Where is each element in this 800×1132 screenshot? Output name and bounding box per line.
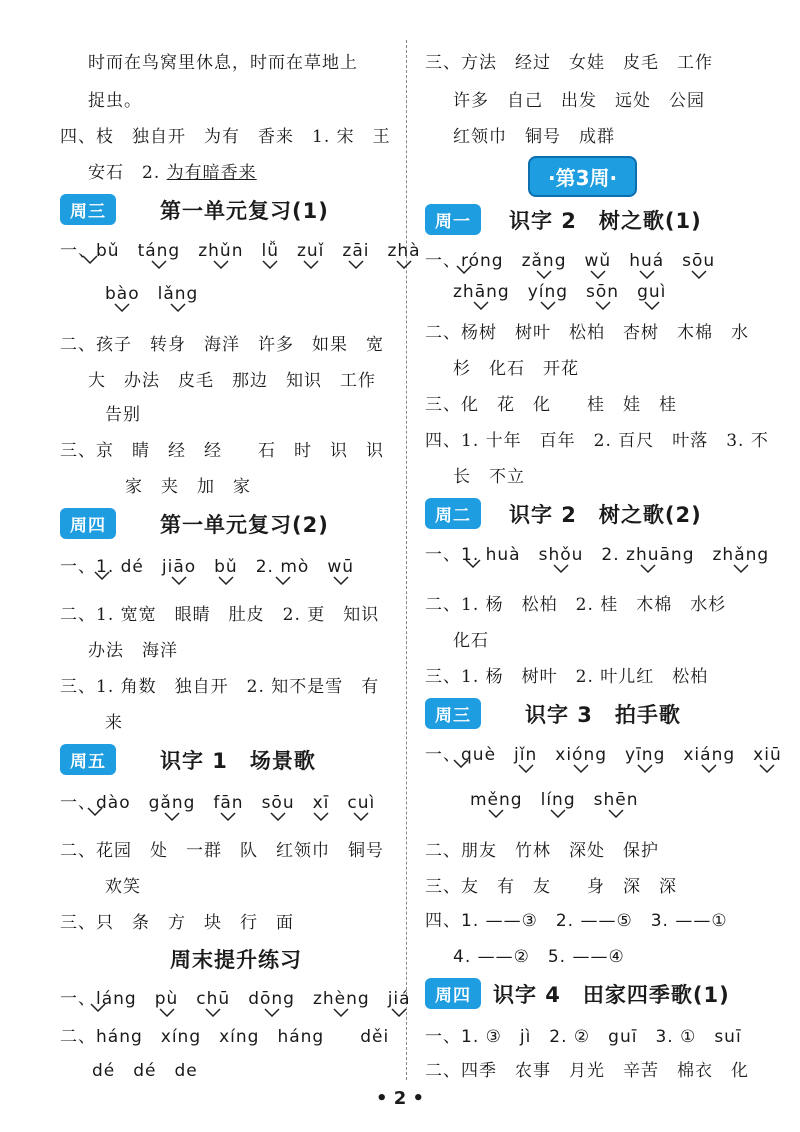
week-badge: ·第3周·	[528, 156, 637, 197]
section-title: 识字 1 场景歌	[160, 748, 316, 773]
pinyin-answer: cuì	[347, 793, 375, 813]
pinyin-answer: 一、róng	[425, 246, 504, 271]
section-title: 第一单元复习(2)	[160, 512, 329, 537]
text-line: 4. ——② 5. ——④	[453, 947, 625, 967]
checkmark-icon	[217, 575, 235, 585]
checkmark-icon	[487, 808, 505, 818]
checkmark-icon	[352, 811, 370, 821]
pinyin-answer: guì	[637, 282, 666, 302]
pinyin-answer: yíng	[528, 282, 568, 302]
pinyin-answer: 一、què	[425, 740, 496, 765]
checkmark-icon	[261, 259, 279, 269]
pinyin-answer: pù	[155, 989, 179, 1009]
text-span: 安石 2.	[88, 163, 167, 183]
checkmark-icon	[639, 563, 657, 573]
text-line: 四、枝 独自开 为有 香来 1. 宋 王	[60, 127, 391, 147]
checkmark-icon	[549, 808, 567, 818]
checkmark-icon	[312, 811, 330, 821]
checkmark-icon	[539, 300, 557, 310]
pinyin-answer: 2. zhuāng	[601, 545, 694, 565]
pinyin-answer: zhǔn	[198, 241, 243, 261]
checkmark-icon	[89, 1002, 107, 1012]
checkmark-icon	[464, 558, 482, 568]
checkmark-icon	[263, 1007, 281, 1017]
day-tag: 周三	[425, 698, 481, 729]
text-line: 欢笑	[105, 877, 141, 897]
text-line: 二、花园 处 一群 队 红领巾 铜号	[60, 841, 384, 861]
section-header	[60, 194, 329, 225]
checkmark-icon	[517, 763, 535, 773]
checkmark-icon	[81, 254, 99, 264]
checkmark-icon	[452, 758, 470, 768]
checkmark-icon	[302, 259, 320, 269]
checkmark-icon	[390, 1007, 408, 1017]
checkmark-icon	[572, 763, 590, 773]
checkmark-icon	[638, 269, 656, 279]
text-line: 三、1. 角数 独自开 2. 知不是雪 有	[60, 677, 380, 697]
section-title: 第一单元复习(1)	[160, 198, 329, 223]
section-header	[425, 698, 681, 729]
day-tag: 周一	[425, 204, 481, 235]
checkmark-icon	[589, 269, 607, 279]
text-line: 三、1. 杨 树叶 2. 叶儿红 松柏	[425, 667, 709, 687]
text-line: 二、1. 宽宽 眼睛 肚皮 2. 更 知识	[60, 605, 380, 625]
text-line	[88, 158, 257, 183]
pinyin-answer: líng	[541, 790, 576, 810]
day-tag: 周五	[60, 744, 116, 775]
checkmark-icon	[690, 269, 708, 279]
text-line: 二、háng xíng xíng háng děi	[60, 1027, 390, 1047]
checkmark-icon	[700, 763, 718, 773]
section-header	[425, 498, 702, 529]
checkmark-icon	[269, 811, 287, 821]
pinyin-answer: bào	[105, 284, 140, 304]
day-tag: 周四	[425, 978, 481, 1009]
section-header	[170, 944, 302, 974]
section-title: 识字 3 拍手歌	[525, 702, 681, 727]
pinyin-answer: sōu	[262, 793, 295, 813]
checkmark-icon	[594, 300, 612, 310]
day-tag: 周三	[60, 194, 116, 225]
pinyin-answer: xiū	[753, 745, 782, 765]
checkmark-icon	[455, 264, 473, 274]
checkmark-icon	[758, 763, 776, 773]
text-line: 二、1. 杨 松柏 2. 桂 木棉 水杉	[425, 595, 727, 615]
pinyin-row	[453, 282, 684, 302]
checkmark-icon	[552, 563, 570, 573]
pinyin-answer: xiáng	[683, 745, 735, 765]
section-header	[60, 508, 329, 539]
checkmark-icon	[732, 563, 750, 573]
pinyin-answer: 2. mò	[256, 557, 310, 577]
pinyin-answer: jǐn	[514, 745, 537, 765]
pinyin-answer: 一、dào	[60, 788, 131, 813]
text-line: dé dé de	[92, 1061, 198, 1081]
text-line: 许多 自己 出发 远处 公园	[453, 91, 705, 111]
pinyin-row	[425, 740, 800, 765]
section-title: 识字 2 树之歌(1)	[509, 208, 702, 233]
pinyin-answer: 一、1. dé	[60, 552, 144, 577]
text-line: 二、杨树 树叶 松柏 杏树 木棉 水	[425, 323, 749, 343]
pinyin-answer: jiá	[388, 989, 411, 1009]
section-title: 识字 2 树之歌(2)	[509, 502, 702, 527]
checkmark-icon	[93, 570, 111, 580]
checkmark-icon	[86, 806, 104, 816]
checkmark-icon	[204, 1007, 222, 1017]
pinyin-row	[425, 540, 787, 565]
text-line: 二、四季 农事 月光 辛苦 棉衣 化	[425, 1061, 749, 1081]
text-line: 杉 化石 开花	[453, 359, 579, 379]
pinyin-answer: zhāng	[453, 282, 510, 302]
pinyin-answer: měng	[470, 790, 523, 810]
pinyin-row	[470, 790, 656, 810]
pinyin-row	[60, 236, 439, 261]
pinyin-answer: lǚ	[261, 241, 279, 261]
pinyin-answer: xióng	[555, 745, 607, 765]
pinyin-answer: zhèng	[313, 989, 370, 1009]
pinyin-answer: lǎng	[158, 284, 199, 304]
pinyin-answer: dōng	[248, 989, 295, 1009]
day-tag: 周二	[425, 498, 481, 529]
text-line: 家 夹 加 家	[125, 477, 251, 497]
pinyin-answer: chū	[196, 989, 230, 1009]
pinyin-row	[60, 984, 429, 1009]
pinyin-answer: zhǎng	[713, 545, 770, 565]
pinyin-answer: fān	[213, 793, 243, 813]
pinyin-answer: huá	[629, 251, 664, 271]
text-line: 四、1. ——③ 2. ——⑤ 3. ——①	[425, 911, 728, 931]
pinyin-answer: 一、bǔ	[60, 236, 120, 261]
pinyin-answer: shǒu	[539, 545, 584, 565]
pinyin-answer: wū	[327, 557, 354, 577]
pinyin-answer: wǔ	[585, 251, 612, 271]
text-line: 红领巾 铜号 成群	[453, 127, 615, 147]
pinyin-answer: bǔ	[214, 557, 238, 577]
checkmark-icon	[150, 259, 168, 269]
pinyin-answer: xī	[313, 793, 330, 813]
underlined-answer: 为有暗香来	[166, 163, 257, 183]
section-header	[425, 204, 702, 235]
text-line: 三、只 条 方 块 行 面	[60, 913, 294, 933]
checkmark-icon	[636, 763, 654, 773]
text-line: 一、1. ③ jì 2. ② guī 3. ① suī	[425, 1027, 742, 1047]
pinyin-answer: gǎng	[149, 793, 196, 813]
checkmark-icon	[535, 269, 553, 279]
pinyin-answer: zhà	[387, 241, 420, 261]
text-line: 告别	[105, 405, 141, 425]
checkmark-icon	[274, 575, 292, 585]
pinyin-answer: shēn	[594, 790, 639, 810]
pinyin-answer: táng	[138, 241, 181, 261]
checkmark-icon	[219, 811, 237, 821]
text-line: 二、朋友 竹林 深处 保护	[425, 841, 659, 861]
checkmark-icon	[643, 300, 661, 310]
text-line: 大 办法 皮毛 那边 知识 工作	[88, 371, 376, 391]
checkmark-icon	[607, 808, 625, 818]
pinyin-answer: sōu	[682, 251, 715, 271]
pinyin-answer: zāi	[342, 241, 369, 261]
text-line: 四、1. 十年 百年 2. 百尺 叶落 3. 不	[425, 431, 769, 451]
section-title: 周末提升练习	[170, 948, 302, 972]
section-header	[425, 978, 730, 1009]
checkmark-icon	[113, 302, 131, 312]
pinyin-answer: zuǐ	[297, 241, 324, 261]
pinyin-answer: yīng	[625, 745, 665, 765]
checkmark-icon	[170, 575, 188, 585]
column-divider	[406, 40, 407, 1080]
section-title: 识字 4 田家四季歌(1)	[493, 982, 730, 1007]
text-line: 三、京 睛 经 经 石 时 识 识	[60, 441, 384, 461]
pinyin-answer: zǎng	[522, 251, 567, 271]
pinyin-answer: 一、1. huà	[425, 540, 521, 565]
pinyin-row	[60, 552, 372, 577]
section-header	[60, 744, 316, 775]
text-line: 三、化 花 化 桂 娃 桂	[425, 395, 677, 415]
text-line: 化石	[453, 631, 489, 651]
pinyin-row	[425, 246, 733, 271]
checkmark-icon	[332, 1007, 350, 1017]
checkmark-icon	[169, 302, 187, 312]
checkmark-icon	[347, 259, 365, 269]
text-line: 长 不立	[453, 467, 525, 487]
pinyin-row	[105, 284, 216, 304]
text-line: 时而在鸟窝里休息，时而在草地上	[88, 53, 358, 73]
text-line: 捉虫。	[88, 91, 142, 111]
pinyin-answer: sōn	[586, 282, 619, 302]
day-tag: 周四	[60, 508, 116, 539]
text-line: 二、孩子 转身 海洋 许多 如果 宽	[60, 335, 384, 355]
checkmark-icon	[212, 259, 230, 269]
pinyin-answer: 一、láng	[60, 984, 137, 1009]
checkmark-icon	[158, 1007, 176, 1017]
text-line: 三、友 有 友 身 深 深	[425, 877, 677, 897]
pinyin-row	[60, 788, 393, 813]
checkmark-icon	[332, 575, 350, 585]
page-number: • 2 •	[375, 1088, 425, 1109]
text-line: 办法 海洋	[88, 641, 178, 661]
text-line: 三、方法 经过 女娃 皮毛 工作	[425, 53, 713, 73]
pinyin-answer: jiāo	[162, 557, 196, 577]
checkmark-icon	[163, 811, 181, 821]
checkmark-icon	[395, 259, 413, 269]
checkmark-icon	[472, 300, 490, 310]
text-line: 来	[105, 713, 123, 733]
